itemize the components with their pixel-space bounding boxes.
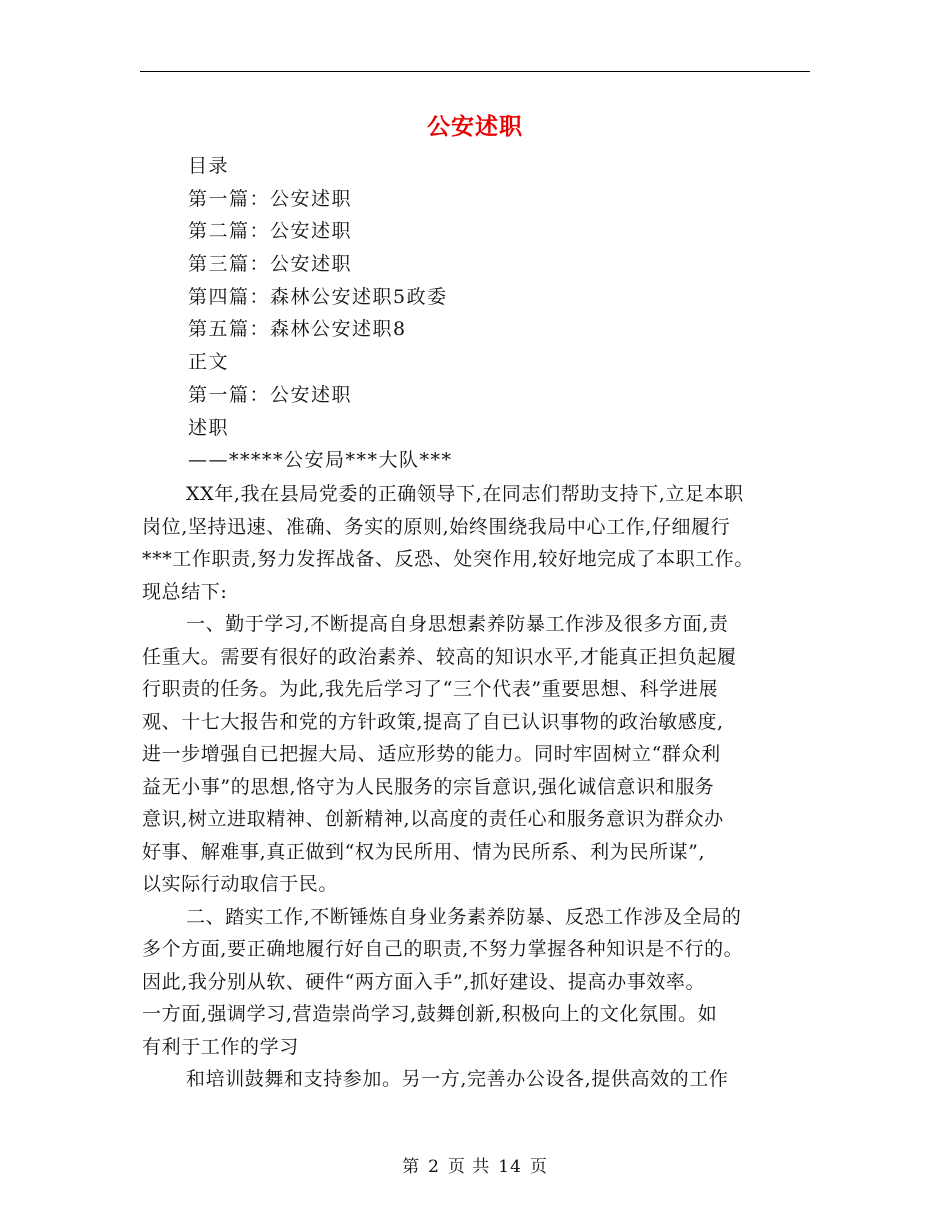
page-footer — [0, 1152, 950, 1177]
body-line: 因此,我分别从软、硬件“两方面入手”,抓好建设、提高办事效率。 — [142, 970, 706, 993]
toc-line: 第四篇：森林公安述职5政委 — [188, 285, 448, 308]
toc-line: 第五篇：森林公安述职8 — [188, 318, 407, 341]
body-line: 益无小事”的思想,恪守为人民服务的宗旨意识,强化诚信意识和服务 — [142, 775, 715, 798]
footer-middle: 页 共 — [447, 1157, 491, 1177]
toc-line: 第三篇：公安述职 — [188, 253, 353, 276]
footer-prefix: 第 — [402, 1157, 421, 1177]
body-line: XX年,我在县局党委的正确领导下,在同志们帮助支持下,立足本职 — [186, 483, 744, 505]
header-rule — [140, 71, 810, 72]
body-line: 岗位,坚持迅速、准确、务实的原则,始终围绕我局中心工作,仔细履行 — [142, 515, 731, 538]
footer-suffix: 页 — [529, 1157, 548, 1177]
body-line: 有利于工作的学习 — [142, 1035, 299, 1058]
body-line: 二、踏实工作,不断锤炼自身业务素养防暴、反恐工作涉及全局的 — [186, 905, 742, 928]
body-line: 任重大。需要有很好的政治素养、较高的知识水平,才能真正担负起履 — [142, 645, 737, 668]
toc-line: 目录 — [188, 155, 230, 177]
body-line: 以实际行动取信于民。 — [142, 873, 339, 895]
body-text — [142, 478, 822, 1096]
body-line: 好事、解难事,真正做到“权为民所用、情为民所系、利为民所谋”, — [142, 840, 706, 863]
toc-line: 正文 — [188, 351, 230, 374]
current-page-number: 2 — [428, 1157, 440, 1177]
document-title: 公安述职 — [427, 113, 523, 140]
toc-line: ——*****公安局***大队*** — [188, 449, 453, 472]
body-line: 和培训鼓舞和支持参加。另一方,完善办公设各,提供高效的工作 — [186, 1068, 729, 1090]
table-of-contents — [188, 150, 808, 477]
toc-line: 第一篇：公安述职 — [188, 383, 353, 406]
body-line: 一方面,强调学习,营造崇尚学习,鼓舞创新,积极向上的文化氛围。如 — [142, 1003, 718, 1025]
body-line: 行职责的任务。为此,我先后学习了“三个代表”重要思想、科学进展 — [142, 678, 719, 700]
toc-line: 第二篇：公安述职 — [188, 220, 353, 243]
body-line: 多个方面,要正确地履行好自己的职责,不努力掌握各种知识是不行的。 — [142, 938, 744, 960]
total-pages-number: 14 — [498, 1157, 522, 1177]
body-line: ***工作职责,努力发挥战备、反恐、处突作用,较好地完成了本职工作。 — [142, 548, 754, 570]
body-line: 一、勤于学习,不断提高自身思想素养防暴工作涉及很多方面,责 — [186, 613, 729, 635]
toc-line: 述职 — [188, 416, 230, 439]
body-line: 观、十七大报告和党的方针政策,提高了自已认识事物的政治敏感度, — [142, 710, 724, 733]
body-line: 现总结下: — [142, 580, 228, 603]
toc-line: 第一篇：公安述职 — [188, 187, 353, 210]
body-line: 进一步增强自已把握大局、适应形势的能力。同时牢固树立“群众利 — [142, 743, 721, 765]
body-line: 意识,树立进取精神、创新精神,以高度的责任心和服务意识为群众办 — [142, 808, 724, 830]
